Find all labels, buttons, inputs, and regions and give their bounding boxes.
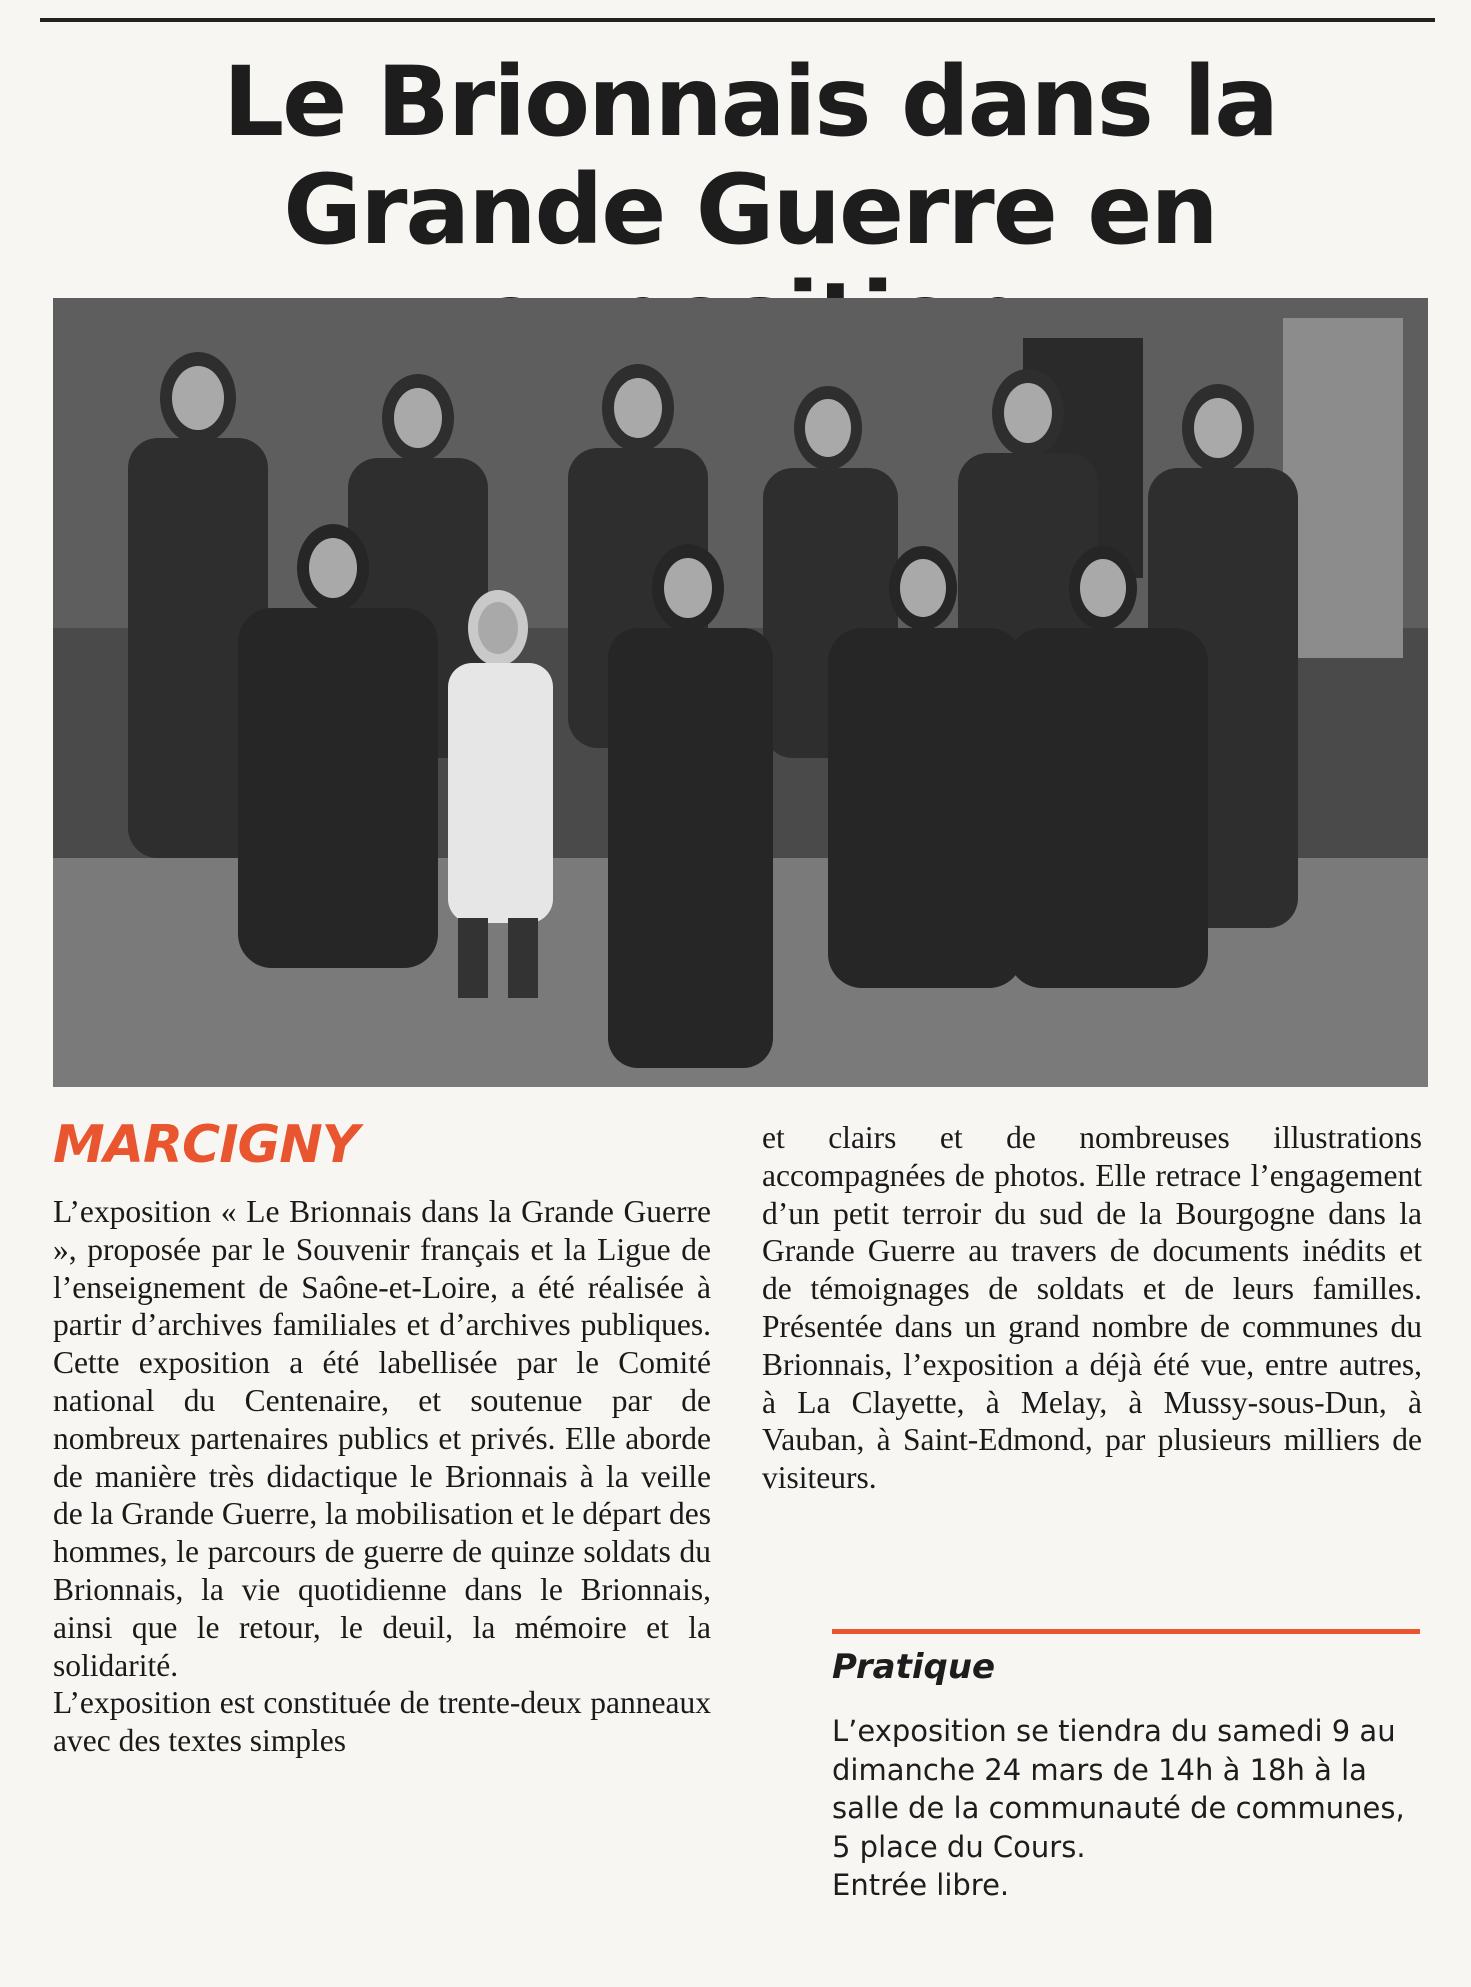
kicker-location: MARCIGNY [53,1115,359,1175]
pratique-title: Pratique [832,1647,996,1687]
top-rule [40,18,1435,22]
photo-illustration [53,298,1428,1087]
pratique-entry: Entrée libre. [832,1868,1010,1902]
pratique-details: L’exposition se tiendra du samedi 9 au dimanche 24 mars de 14h à 18h à la salle de la communauté de communes, 5 place du Cours. [832,1714,1405,1864]
article-column-left [53,1193,711,1760]
pratique-box [832,1712,1422,1905]
headline: Le Brionnais dans la Grande Guerre en [222,46,1278,266]
article-paragraph: L’exposition « Le Brionnais dans la Grande Guerre », proposée par le Souvenir français et la Ligue de l’enseignement de Saône-et-Loire, a été réalisée à partir d’archives familiales et d’archives publiques. Cette exposition a été labellisée par le Comité national du Centenaire, et soutenue par de nombreux partenaires publics et privés. Elle aborde de manière très didactique le Brionnais à la veille de la Grande Guerre, la mobilisation et le départ des hommes, le parcours de guerre de quinze soldats du Brionnais, la vie quotidienne dans le Brionnais, ainsi que le retour, le deuil, la mémoire et la solidarité. [53,1194,711,1683]
article-column-right [762,1119,1422,1497]
article-paragraph: et clairs et de nombreuses illustrations accompagnées de photos. Elle retrace l’engagement d’un petit terroir du sud de la Bourgogne dans la Grande Guerre au travers de documents inédits et de témoignages de soldats et de leurs familles. Présentée dans un grand nombre de communes du Brionnais, l’exposition a déjà été vue, entre autres, à La Clayette, à Melay, à Mussy-sous-Dun, à Vauban, à Saint-Edmond, par plusieurs milliers de visiteurs. [762,1120,1422,1496]
article-paragraph: L’exposition est constituée de trente-deux panneaux avec des textes simples [53,1685,711,1759]
pratique-rule [832,1629,1420,1634]
group-portrait-photo [53,298,1428,1087]
